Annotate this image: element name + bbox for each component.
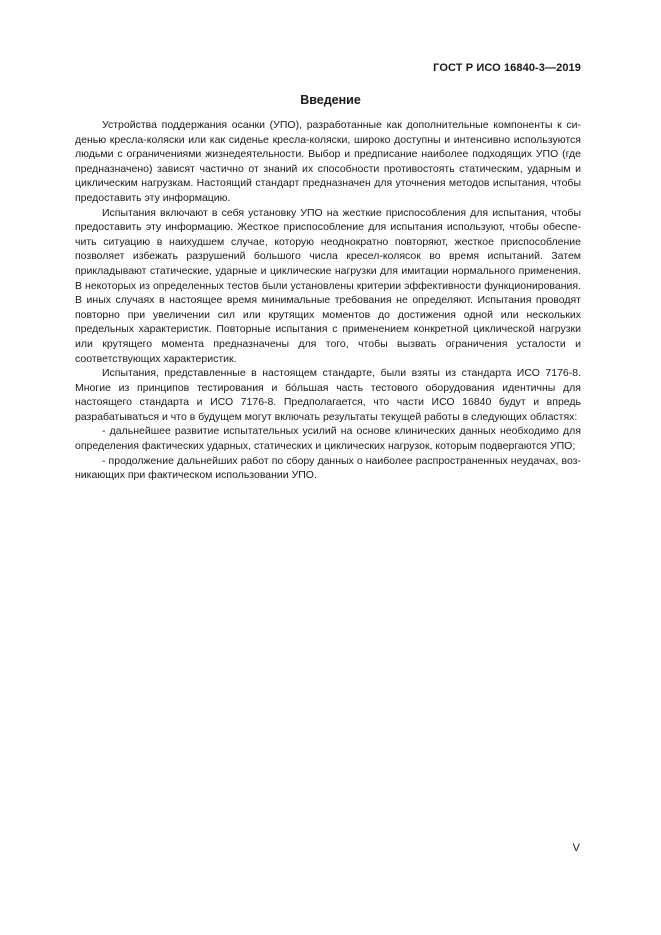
page-number: V [572,842,580,854]
paragraph: Испытания, представленные в настоящем стандарте, были взяты из стандарта ИСО 7176-8. Многие из принципов тестирования и бо́льшая часть тестового оборудования идентичны для настоящего стандарта и ИСО 7176-8. Предполагается, что части ИСО 16840 будут и впредь разрабатываться и что в будущем могут включать результаты текущей работы в следующих областях: [75,367,581,423]
introduction-body [75,118,581,483]
list-item: - продолжение дальнейших работ по сбору данных о наиболее распространенных неудачах, возникающих при фактическом использовании УПО. [75,454,581,482]
document-standard-id: ГОСТ Р ИСО 16840-3—2019 [433,62,581,74]
paragraph: Испытания включают в себя установку УПО на жесткие приспособления для испытания, чтобы предоставить эту информацию. Жесткое приспособление для испытания используют, чтобы обеспечить ситуацию в наихудшем случае, которую неоднократно повторяют, жесткое приспособление позволяет избежать разрушений большого числа кресел-колясок во время испытаний. Затем прикладывают статические, ударные и циклические нагрузки для имитации нормального применения. В некоторых из определенных тестов были установлены критерии эффективности функционирования. В иных случаях в настоящее время минимальные требования не определяют. Испытания проводят повторно при увеличении сил или крутящих моментов до достижения одной или нескольких предельных характеристик. Повторные испытания с применением конкретной циклической нагрузки или крутящего момента предназначены для того, чтобы вызвать ограничения усталости и соответствующих характеристик. [75,206,581,365]
list-item: - дальнейшее развитие испытательных усилий на основе клинических данных необходимо для определения фактических ударных, статических и циклических нагрузок, которым подвергаются УПО; [75,425,581,453]
paragraph: Устройства поддержания осанки (УПО), разработанные как дополнительные компоненты к сиденью кресла-коляски или как сиденье кресла-коляски, широко доступны и интенсивно используются людьми с ограничениями жизнедеятельности. Выбор и предписание наиболее подходящих УПО (где предназначено) зависят частично от знаний их способности противостоять статическим, ударным и циклическим нагрузкам. Настоящий стандарт предназначен для уточнения методов испытания, чтобы предоставить эту информацию. [75,119,581,204]
section-title: Введение [300,93,361,107]
